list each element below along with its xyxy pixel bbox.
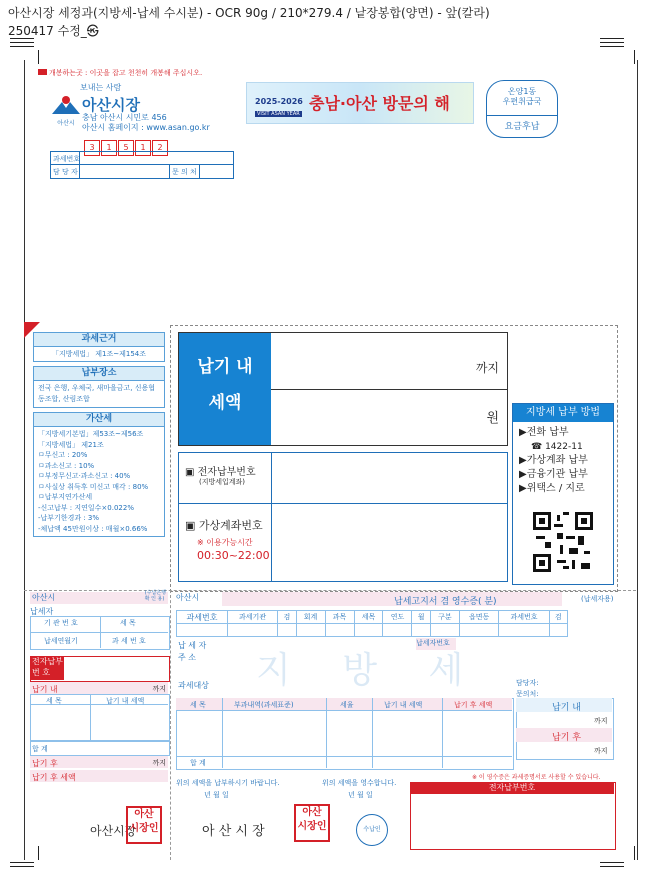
basis-text: 「지방세법」 제1조~제154조	[33, 347, 165, 362]
due-until: 까지	[475, 361, 499, 375]
vaccount-note: ※ 이용가능시간	[197, 538, 253, 547]
vaccount-hours: 00:30~22:00	[197, 549, 270, 562]
penalty-title: 가산세	[33, 412, 165, 427]
methods-title: 지방세 납부 방법	[513, 404, 613, 422]
tax-receipt: 아산시 납세고지서 겸 영수증( 분) (납세자용) 과세번호 과세기관 검 회계 과목 세목 연도 월 구분 읍면동 과세번호 검 납 세 자 납세자번호 주 소 지 방 세 과세대상 담당자: 문의처: 세 목 부과내역(과세표준) 세율 납기 내 세액 납기 후 세액 합 계 납기 내 까지 납기 후 까지 위의 세액을 납부하시기 바랍니다. 위의 세액을 영수합니다. 년 월 일 년 월 일 ※ 이 영수증은 과세증명서로 사용할 수 있습니다. 전자납부번호 아 산 시 장 아산 시장인 수납인	[176, 592, 616, 854]
header-spec: 아산시장 세정과(지방세-납세 수시분) - OCR 90g / 210*279.4 / 낱장봉합(양면) - 앞(칼라)	[8, 6, 490, 20]
tax-officer-box: 과세번호 담 당 자 문 의 처	[50, 151, 234, 179]
info-column	[33, 332, 165, 537]
epay-sub: (지방세입계좌)	[199, 478, 246, 486]
receipt-usage: (납세자용)	[581, 595, 614, 603]
receipt-seal: 아산 시장인	[294, 804, 330, 842]
payment-number-box	[178, 452, 508, 582]
place-text: 전국 은행, 우체국, 새마을금고, 신용협동조합, 산림조합	[33, 381, 165, 408]
header-revision: 250417 수정_㉿	[8, 24, 99, 38]
postal-code: 3 1 5 1 2	[84, 135, 169, 156]
basis-title: 과세근거	[33, 332, 165, 347]
perforation-line	[24, 590, 636, 591]
receipt-stamp: 수납인	[356, 814, 388, 846]
vaccount-label: ▣ 가상계좌번호	[185, 519, 263, 532]
sender-prefix: 보내는 사람	[80, 83, 122, 92]
stub-seal: 아산 시장인	[126, 806, 162, 844]
due-won: 원	[486, 411, 499, 426]
postage-mark: 온양1동 우편취급국 요금후납	[486, 80, 558, 138]
opening-notice: 개봉하는곳 : 이곳을 잡고 천천히 개봉해 주십시오.	[38, 68, 202, 78]
receipt-epay: 전자납부번호	[410, 782, 614, 794]
epay-label: ▣ 전자납부번호	[185, 467, 256, 478]
tax-code-table: 과세번호 과세기관 검 회계 과목 세목 연도 월 구분 읍면동 과세번호 검	[176, 610, 568, 637]
visit-year-banner: 2025-2026 충남·아산 방문의 해 VISIT ASAN YEAR	[246, 82, 474, 124]
sender-address: 충남 아산시 시민로 456	[82, 113, 167, 122]
payment-methods: 지방세 납부 방법 ▶전화 납부 ☎ 1422-11 ▶가상계좌 납부 ▶금융기관 납부 ▶위택스 / 지로	[512, 403, 614, 585]
penalty-text: 「지방세기본법」제53조~제56조 「지방세법」 제21조 ㅁ무신고 : 20% ㅁ과소신고 : 10% ㅁ부정무신고·과소신고 : 40% ㅁ사실상 취득후 미신고 매각 : 80% ㅁ납부지연가산세 -신고납부 : 지연일수×0.022% -납부기한경과 : 3% -체납액 45만원이상 : 매월×0.66%	[33, 427, 165, 537]
sender-name: 아산시장	[82, 96, 140, 114]
due-label: 납기 내 세액	[179, 333, 271, 445]
receipt-sign: 아 산 시 장	[202, 824, 265, 839]
receipt-title: 납세고지서 겸 영수증( 분)	[394, 597, 497, 607]
stub-epay-label: 전자납부 번 호	[30, 656, 64, 680]
perforation-vertical	[170, 590, 171, 860]
due-amount-box	[178, 332, 508, 446]
taxpayer-stub: 아산시 (수납은행 확 인 용) 납세자 기 관 번 호 세 목 납세연월기 과 세 번 호 전자납부 번 호 납기 내 까지 세 목 납기 내 세액 합 계 납기 후 까지 납기 후 세액 아산시장 아산 시장인	[30, 592, 168, 854]
watermark: 지 방 세	[256, 650, 484, 691]
place-title: 납부장소	[33, 366, 165, 381]
receipt-logo: 아산시	[176, 593, 200, 602]
sender-homepage: 아산시 홈페이지 : www.asan.go.kr	[82, 123, 210, 132]
qr-code-icon[interactable]	[533, 512, 593, 572]
asan-logo: 아산시	[50, 94, 82, 122]
stub-sign: 아산시장	[90, 824, 137, 838]
